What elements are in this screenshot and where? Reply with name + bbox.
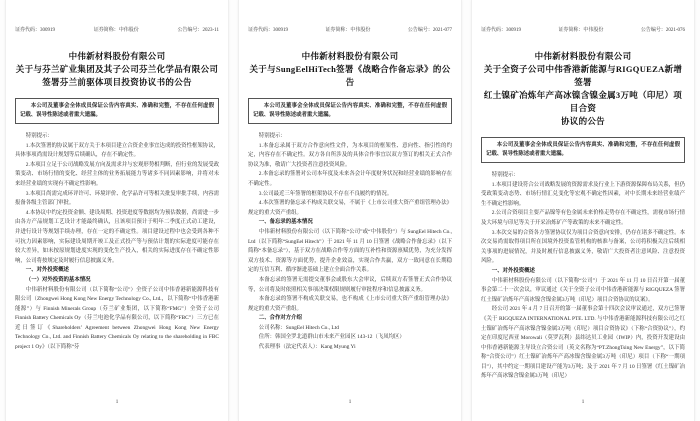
- document-title-line: 中伟新材料股份有限公司: [534, 51, 632, 61]
- page-number: 1: [581, 399, 585, 405]
- document-title-line: 关于与芬兰矿业集团及其子公司芬兰化学品有限公司: [15, 64, 219, 74]
- document-body: [481, 171, 685, 382]
- stock-abbr-label: 证券简称：中伟股份: [325, 28, 371, 33]
- paragraph: 2.本备忘录的签署对公司本年度及未来各会计年度财务状况和经营业绩的影响存在不确定性。: [248, 171, 452, 187]
- document-title: [248, 50, 452, 89]
- paragraph: 中伟新材料股份有限公司（以下简称“公司”）全资子公司中伟香港新能源科技有限公司（Zhongwei Hong Kong New Energy Technology Co., Ltd.，以下简称“中伟香港新能源”）与 Finnish Minerals Group（芬兰矿业集团，以下简称“FMG”）全资子公司 Finnish Battery Chemicals Oy（芬兰电池化学品有限公司，以下简称“FBC”）三方已在近日签订《Shareholders’ Agreement between Zhongwei Hong Kong New Energy Technology Co., Ltd. and Finnish Battery Chemicals Oy relating to the shareholding in FBC project 1 Oy》（以下简称“芬: [15, 286, 219, 351]
- document-body: [15, 132, 219, 353]
- paragraph: 中伟新材料股份有限公司（以下简称“公司”或“中伟股份”）与 SungEel Hitech Co., Ltd（以下简称“SungEel Hitech”）于 2021 年 11 月 10 日签署《战略合作备忘录》（以下简称“本备忘录”），基于双方在战略合作等方面的互补性和资源禀赋优势，为充分发挥双方技术、资源等方面优势，提升企业效益，实现合作共赢，双方一致同意在长期稳定的互信互利、循序渐进基础上建立全面合作关系。: [248, 228, 452, 274]
- special-note-label: 特别提示：: [25, 133, 53, 139]
- paragraph: 4.本协议中约定投资金额、建设周期、投资进度等数据均为预估数据，尚需进一步由各方产品规划工艺设计才能最终确认，且该项目预计于明年二季度正式动工建设，并进行设计等规划手续办理，存在一定的不确定性。项目建设过程中也会受到各种不可抗力因素影响，实际建设周期开竣工及正式投产等与预估计划的实际进度可能存在较大差异，如未按原规划进度实现的变化生产投入，相关的实际进度存在不确定性影响，公司将按规定及时履行信息披露义务。: [15, 209, 219, 264]
- special-note-label: 特别提示：: [258, 133, 286, 139]
- paragraph: 1.本次签署的协议属于双方关于本项目建立合资企业事宜达成的投资性框架协议，具体事项尚需设计规划等后续确认，存在不确定性。: [15, 142, 219, 159]
- page-number: 1: [115, 399, 119, 405]
- stock-abbr-label: 证券简称：中伟股份: [558, 28, 604, 33]
- disclaimer-box: 本公司及董事会全体成员保证公告内容真实、准确和完整，不存在任何虚假记载、误导性陈述或者重大遗漏。: [481, 137, 685, 163]
- page-number: 1: [348, 399, 352, 405]
- stock-code-label: 证券代码：300919: [248, 28, 289, 33]
- section-heading: 一、备忘录的基本情况: [258, 219, 313, 226]
- document-title-line: 关于与SungEelHiTech签署《战略合作备忘录》的公告: [249, 64, 451, 87]
- section-subheading: （一）对外投资的基本情况: [25, 276, 91, 283]
- stock-code-label: 证券代码：300919: [481, 28, 522, 33]
- section-heading: 二、合作对方介绍: [258, 315, 302, 322]
- header-stamp-row: [481, 27, 685, 34]
- document-title: [481, 50, 685, 128]
- paragraph: 3.公司最近三年签署的框架协议不存在不良履约的情况。: [258, 190, 393, 197]
- paragraph: 1.本项目建设符合公司战略发展的资源需求及行业上下游资源保障布局关系，但仍受政策变动态势、市场行情汇兑变化等宏观不确定性因素，对中长期未来经营业绩产生不确定性影响。: [481, 181, 685, 207]
- section-heading: 一、对外投资概述: [25, 267, 69, 274]
- partner-address: 住所：韩国全罗北道群山市未来产业园区 143-12（飞凤均区）: [258, 334, 405, 341]
- stock-abbr-label: 证券简称：中伟股份: [93, 28, 139, 33]
- document-title-line: 协议的公告: [560, 116, 605, 126]
- paragraph: 3.本次交易的合资各方签署协议仅为项目合资意向安排，仍存在诸多不确定性。本次交易尚需取得项目所在国境外投资监管机构的核准与备案，公司将积极关注后续相关事项的进展情况，并及时履行信息披露义务，敬请广大投资者注意风险、注意投资风险。: [481, 229, 685, 265]
- special-note-label: 特别提示：: [491, 172, 519, 178]
- paragraph: 4.本次签署的备忘录不构成关联交易，不属于《上市公司重大资产重组管理办法》规定的重大资产重组。: [248, 200, 452, 216]
- document-title-line: 关于全资子公司中伟香港新能源与RIGQUEZA新增签署: [483, 64, 683, 87]
- paragraph: 1.本备忘录属于双方合作意向性文件，为本项目的框架性、意向性、指引性的约定，内容存在不确定性。双方各自所涉及的具体合作事宜以双方签订的相关正式合作协议为准，敬请广大投资者注意投资风险。: [248, 142, 452, 168]
- paragraph: 本备忘录的签署不构成关联交易，也不构成《上市公司重大资产重组管理办法》规定的重大资产重组。: [248, 296, 452, 312]
- partner-representative: 代表理事（法定代表人）：Kang Myung Yi: [258, 344, 356, 351]
- paragraph: 本备忘录的签署无需提交董事会或股东大会审议，后续双方若签署正式合作协议等，公司将及时依照相关事项决策权限规则履行审批程序和信息披露义务。: [248, 276, 452, 293]
- header-stamp-row: [248, 27, 452, 34]
- header-stamp-row: [15, 27, 219, 34]
- announcement-number: 公告编号：2021-077: [407, 28, 452, 33]
- section-heading: 一、对外投资概述: [491, 267, 535, 274]
- disclaimer-box: 本公司及董事会全体成员保证公告内容真实、准确和完整，不存在任何虚假记载、误导性陈述或者重大遗漏。: [248, 98, 452, 124]
- partner-company-name: 公司名称：SungEel Hitech Co., Ltd: [258, 324, 339, 331]
- announcement-number: 公告编号：2021-076: [640, 28, 685, 33]
- disclaimer-box: 本公司及董事会全体成员保证公告内容真实、准确和完整，不存在任何虚假记载、误导性陈述或者重大遗漏。: [15, 98, 219, 124]
- document-page-finland: [5, 0, 229, 421]
- document-title-line: 中伟新材料股份有限公司: [301, 51, 399, 61]
- document-title-line: 签署芬兰前驱体项目投资协议书的公告: [42, 77, 192, 87]
- paragraph: 2.本项目立足于公司战略发展方向及需求并与宏观形势相判断，但行业的发展受政策变动、市场行情的变化、经营主体的业务拓展能力等诸多不同因素影响，并将对未来经营业绩的实现有不确定性影响。: [15, 161, 219, 187]
- document-title-line: 中伟新材料股份有限公司: [68, 51, 166, 61]
- document-title-line: 红土镍矿冶炼年产高冰镍含镍金属3万吨（印尼）项目合资: [483, 90, 683, 113]
- paragraph: 经公司 2021 年 4 月 7 日召开的第一届董事会第十四次会议审议通过，双方已签署《关于 RIGQUEZA INTERNATIONAL PTE. LTD. 与中伟香港新能源科技有限公司之红土镍矿冶炼年产高冰镍含镍金属3万吨（印尼）项目合资协议》（下称“合资协议”），约定在印度尼西亚 Morowali（莫罗瓦利）县纬达贝工业园（IWIP）内，投资开发建设由中伟香港新能源主导设立合资公司（英文名称为“PT.ZhongTsing New Energy”，以下简称“合资公司”）红土镍矿冶炼年产高冰镍含镍金属3万吨（印尼）项目（下称“一期项目”），其中约定一期项目建设产能为3万吨；及于 2021 年 7 月 10 日签署《红土镍矿冶炼年产高冰镍含镍金属3万吨（印尼）: [481, 306, 685, 380]
- paragraph: 中伟新材料股份有限公司（以下简称“公司”）于 2021 年 11 月 10 日召开第一届董事会第二十一次会议，审议通过《关于全资子公司中伟香港新能源与 RIGQUEZA 签署红土镍矿冶炼年产高冰镍含镍金属3万吨（印尼）项目合资协议的议案》。: [481, 277, 685, 303]
- document-body: [248, 132, 452, 353]
- document-page-rigqueza: [471, 0, 695, 421]
- document-title: [15, 50, 219, 89]
- document-page-sungeel: [238, 0, 462, 421]
- stock-code-label: 证券代码：300919: [15, 28, 56, 33]
- paragraph: 2.公司合资项目主要产品镍等有色金属未来价格走势存在不确定性，需视市场行情及大环境与印尼等关于开采冶炼矿产等政策的未来不确定性。: [481, 210, 685, 226]
- paragraph: 3.本项目尚需完成环评许可、环境评价、化学品许可等相关批复审批手续，内容需报备各级主管部门审批。: [15, 190, 219, 207]
- announcement-number: 公告编号：2023-11: [177, 28, 219, 33]
